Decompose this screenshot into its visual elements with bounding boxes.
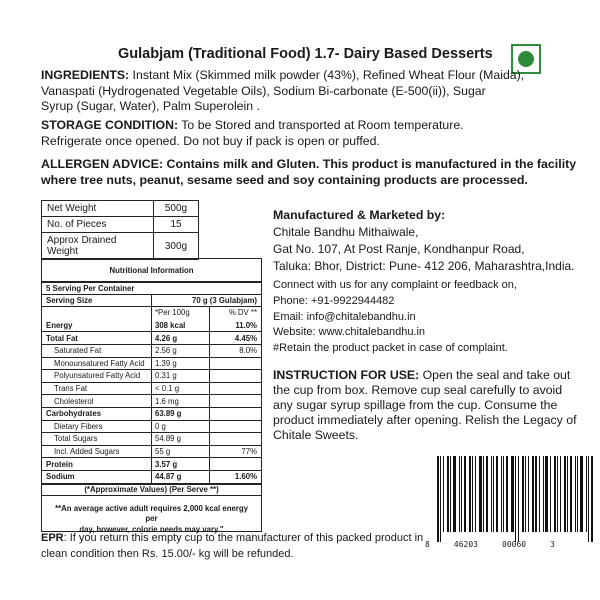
nutrition-row [42,420,261,433]
nutrient-per100: 1.39 g [152,358,210,370]
barcode-bar [554,456,556,532]
barcode-digits [425,540,555,549]
manufacturer-line: Chitale Bandhu Mithaiwale, [273,224,419,239]
barcode-bar [493,456,494,532]
barcode-bar [577,456,578,532]
nutrient-per100: 1.6 mg [152,395,210,407]
allergen-line: Contains milk and Gluten. This product is manufactured in the facility [163,157,577,171]
barcode-bar [539,456,540,532]
barcode-bar [501,456,502,532]
barcode-bar [491,456,492,532]
barcode-bar [525,456,526,532]
serving-size-row [42,294,261,307]
barcode-bar [479,456,482,532]
barcode-bar [588,456,589,542]
nutrient-name: Protein [42,458,152,470]
manufacturer-label: Manufactured & Marketed by: [273,208,446,222]
nutrient-name: Monounsatured Fatty Acid [42,358,152,370]
nutrient-dv: 11.0% [235,320,257,330]
nutrition-row [42,331,261,344]
instruction-label: INSTRUCTION FOR USE: [273,368,420,382]
nutrient-dv [210,370,261,382]
weight-label: Approx Drained Weight [42,233,154,260]
nutrient-name: Energy [42,319,152,332]
nutrition-row [42,344,261,357]
weight-label: Net Weight [42,201,154,217]
instruction-line: the cup from box. Remove cup seal carefully to avoid [273,383,563,397]
barcode-bar [550,456,551,532]
ingredients-line: Syrup (Sugar, Water), Palm Superolein . [41,99,260,113]
per100-header: *Per 100g [152,307,210,319]
nutrition-row [42,407,261,420]
weight-value: 300g [154,233,199,260]
barcode-bar [557,456,558,532]
nutrient-name: Total Sugars [42,433,152,445]
nutrient-name: Carbohydrates [42,408,152,420]
nutrition-row [42,357,261,370]
approx-note-row [42,483,261,496]
phone-text: Phone: +91-9922944482 [273,294,395,307]
ingredients-block [41,68,524,115]
barcode-bar [447,456,449,532]
nutrient-name: Dietary Fibers [42,421,152,433]
nutrition-rows [42,319,261,483]
nutrient-per100: 54.89 g [152,433,210,445]
ingredients-label: INGREDIENTS: [41,68,130,82]
nutrient-dv: 1.60% [234,472,257,482]
instruction-block [273,368,577,443]
nutrient-dv [210,383,261,395]
nutrient-dv [210,358,261,370]
barcode-bar [496,456,498,532]
barcode-bar [503,456,504,532]
nutrition-row [42,394,261,407]
nutrition-row [42,470,261,483]
barcode-bar [450,456,451,532]
footnote-line: day, however, colorie needs may vary." [79,525,224,535]
barcode-bar [437,456,439,542]
allergen-line: where tree nuts, peanut, sesame seed and soy containing products are processed. [41,172,528,187]
nutrient-header [42,307,152,319]
contact-line: Connect with us for any complaint or feedback on, [273,279,517,291]
nutrient-dv [210,408,261,420]
nutrition-row [42,382,261,395]
nutrient-dv: 8.0% [239,346,257,356]
nutrient-per100: 63.89 g [152,408,210,420]
instruction-line: product immediately after opening. Relish the Legacy of [273,413,577,427]
barcode-bar [586,456,587,532]
barcode-bar [440,456,441,542]
nutrition-row [42,445,261,458]
nutrient-per100: 2.56 g [152,345,210,357]
nutrient-name: Saturated Fat [42,345,152,357]
weight-value: 500g [154,201,199,217]
barcode-bar [461,456,462,532]
nutrition-row [42,369,261,382]
nutrient-per100: 0.31 g [152,370,210,382]
barcode-bar [453,456,456,532]
storage-block [41,118,464,149]
manufacturer-line: Gat No. 107, At Post Ranje, Kondhanpur Road, [273,241,525,256]
barcode-bar [515,456,516,542]
instruction-line: any sugar syrup spillage from the cup. Consume the [273,398,558,412]
barcode-bar [518,456,519,542]
barcode-bar [459,456,460,532]
nutrient-name: Incl. Added Sugars [42,446,152,458]
epr-label: EPR [41,532,64,544]
nutrient-dv [210,458,261,470]
nutrition-table [41,258,262,535]
allergen-block [41,157,576,188]
barcode-bar [575,456,576,532]
barcode-digit: 00060 [502,540,527,549]
barcode-digit: 46203 [453,540,478,549]
barcode-bars [437,456,596,538]
nutrient-name: Polyunsatured Fatty Acid [42,370,152,382]
serving-size-label: Serving Size [42,295,152,307]
nutrition-row [42,319,261,332]
nutrition-heading-row [42,259,261,281]
barcode-digit: 8 [425,540,430,549]
barcode-bar [528,456,529,532]
barcode-bar [469,456,471,532]
barcode-bar [567,456,568,532]
nutrient-dv: 77% [241,447,257,457]
nutrition-column-header [42,306,261,319]
barcode-bar [464,456,466,532]
nutrition-row [42,432,261,445]
epr-line: : If you return this empty cup to the manufacturer of this packed product in [63,532,424,544]
barcode-bar [443,456,444,532]
barcode-bar [486,456,488,532]
contact-line: #Retain the product packet in case of complaint. [273,342,508,355]
allergen-label: ALLERGEN ADVICE: [41,157,164,171]
website-text: Website: www.chitalebandhu.in [273,326,426,339]
ingredients-line: Instant Mix (Skimmed milk powder (43%), Refined Wheat Flour (Maida), [129,68,525,82]
approx-note: (*Approximate Values) (Per Serve **) [84,485,219,495]
nutrient-per100: 55 g [152,446,210,458]
table-row [42,217,199,233]
servings-text: 5 Serving Per Container [46,283,135,293]
instruction-line: Open the seal and take out [419,368,571,382]
barcode-bar [543,456,544,532]
dv-header: % DV ** [228,308,257,318]
nutrition-servings-row [42,281,261,294]
barcode [425,456,555,556]
manufacturer-block [273,208,575,275]
nutrient-name: Sodium [42,471,152,483]
nutrient-dv [210,433,261,445]
product-title: Gulabjam (Traditional Food) 1.7- Dairy Based Desserts [118,46,493,62]
barcode-bar [472,456,473,532]
nutrient-per100: 3.57 g [152,458,210,470]
veg-dot [518,51,534,67]
weight-table [41,200,199,260]
barcode-digit: 3 [550,540,555,549]
nutrient-name: Cholesterol [42,395,152,407]
weight-label: No. of Pieces [42,217,154,233]
contact-block [273,278,517,357]
manufacturer-line: Taluka: Bhor, District: Pune- 412 206, Maharashtra,India. [273,258,575,273]
barcode-bar [560,456,561,532]
barcode-bar [483,456,484,532]
barcode-bar [535,456,537,532]
footnote-line: **An average active adult requires 2,000 kcal energy per [55,504,248,524]
nutrient-dv [210,395,261,407]
storage-line: Refrigerate once opened. Do not buy if pack is open or puffed. [41,133,380,148]
table-row [42,233,199,260]
nutrient-per100: 308 kcal [152,319,210,332]
epr-block [41,531,423,562]
barcode-bar [511,456,514,532]
table-row [42,201,199,217]
barcode-bar [532,456,534,532]
barcode-bar [506,456,508,532]
barcode-bar [545,456,548,532]
barcode-bar [591,456,593,542]
nutrient-dv: 4.45% [234,333,257,343]
nutrient-name: Total Fat [42,332,152,344]
epr-line: clean condition then Rs. 15.00/- kg will be refunded. [41,547,294,560]
storage-line: To be Stored and transported at Room temperature. [178,118,464,132]
nutrition-row [42,457,261,470]
barcode-bar [475,456,476,532]
nutrient-per100: 44.87 g [152,471,210,483]
nutrient-per100: 0 g [152,421,210,433]
instruction-line: Chitale Sweets. [273,428,359,442]
nutrient-per100: 4.26 g [152,332,210,344]
nutrient-dv [210,421,261,433]
barcode-bar [580,456,583,532]
storage-label: STORAGE CONDITION: [41,118,179,132]
ingredients-line: Vanaspati (Hydrogenated Vegetable Oils), Sodium Bi-carbonate (E-500(ii)), Sugar [41,83,486,98]
nutrient-per100: < 0.1 g [152,383,210,395]
serving-size-value: 70 g (3 Gulabjam) [192,295,257,305]
barcode-bar [570,456,572,532]
barcode-bar [522,456,524,532]
nutrient-name: Trans Fat [42,383,152,395]
weight-value: 15 [154,217,199,233]
email-text: Email: info@chitalebandhu.in [273,310,416,323]
nutrition-heading: Nutritional Information [109,265,194,275]
nutrition-footnote [42,495,261,535]
barcode-bar [564,456,566,532]
